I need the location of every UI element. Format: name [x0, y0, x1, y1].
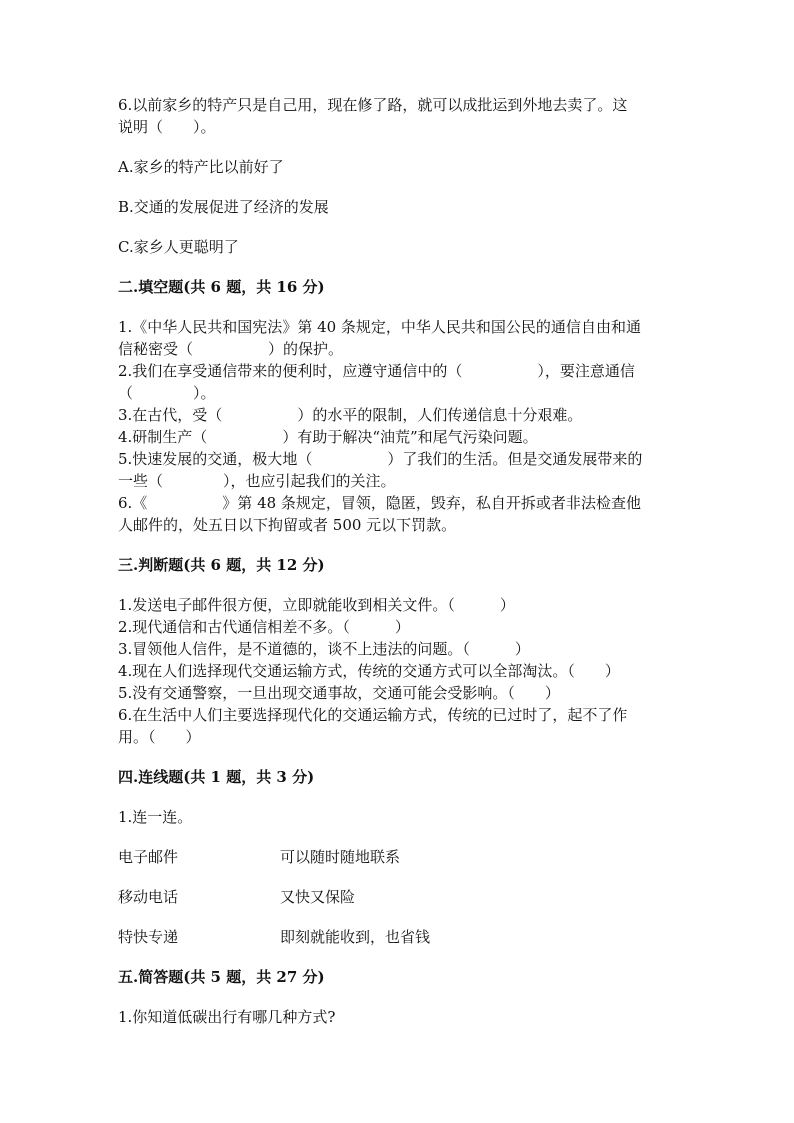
- fill-line: 6.《 》第 48 条规定，冒领，隐匿，毁弃，私自开拆或者非法检查他: [118, 494, 641, 512]
- judge-line: 用。（ ）: [118, 728, 201, 746]
- option-a: A.家乡的特产比以前好了: [118, 158, 284, 176]
- match-left-item: 特快专递: [118, 928, 179, 946]
- judge-line: 4.现在人们选择现代交通运输方式，传统的交通方式可以全部淘汰。（ ）: [118, 662, 620, 680]
- question-text-line: 6.以前家乡的特产只是自己用，现在修了路，就可以成批运到外地去卖了。这: [118, 96, 628, 114]
- match-right-item: 又快又保险: [280, 888, 356, 906]
- judge-line: 1.发送电子邮件很方便，立即就能收到相关文件。（ ）: [118, 596, 515, 614]
- match-left-item: 电子邮件: [118, 848, 179, 866]
- fill-line: 信秘密受（ ）的保护。: [118, 340, 344, 358]
- match-row: [118, 926, 678, 948]
- exam-content: [118, 94, 678, 1028]
- match-left-item: 移动电话: [118, 888, 179, 906]
- match-right-item: 可以随时随地联系: [280, 848, 401, 866]
- judge-line: 3.冒领他人信件，是不道德的，谈不上违法的问题。（ ）: [118, 640, 530, 658]
- fill-questions: [118, 316, 678, 536]
- fill-line: 4.研制生产（ ）有助于解决“油荒”和尾气污染问题。: [118, 428, 538, 446]
- match-question: 1.连一连。: [118, 808, 193, 826]
- match-row: [118, 846, 678, 868]
- fill-line: 5.快速发展的交通，极大地（ ）了我们的生活。但是交通发展带来的: [118, 450, 643, 468]
- fill-line: 3.在古代，受（ ）的水平的限制，人们传递信息十分艰难。: [118, 406, 583, 424]
- match-right-item: 即刻就能收到，也省钱: [280, 928, 431, 946]
- judge-line: 2.现代通信和古代通信相差不多。（ ）: [118, 618, 410, 636]
- question-text-line: 说明（ ）。: [118, 118, 216, 136]
- match-row: [118, 886, 678, 908]
- short-question: 1.你知道低碳出行有哪几种方式?: [118, 1008, 336, 1026]
- judge-questions: [118, 594, 678, 748]
- option-b: B.交通的发展促进了经济的发展: [118, 198, 329, 216]
- fill-line: 一些（ ），也应引起我们的关注。: [118, 472, 396, 490]
- option-c: C.家乡人更聪明了: [118, 238, 239, 256]
- section-title-fill: 二.填空题(共 6 题，共 16 分): [118, 278, 325, 296]
- section-title-short: 五.简答题(共 5 题，共 27 分): [118, 968, 325, 986]
- judge-line: 6.在生活中人们主要选择现代化的交通运输方式，传统的已过时了，起不了作: [118, 706, 628, 724]
- judge-line: 5.没有交通警察，一旦出现交通事故，交通可能会受影响。（ ）: [118, 684, 560, 702]
- fill-line: 1.《中华人民共和国宪法》第 40 条规定，中华人民共和国公民的通信自由和通: [118, 318, 641, 336]
- mcq-question-6: [118, 94, 678, 138]
- fill-line: 2.我们在享受通信带来的便利时，应遵守通信中的（ ），要注意通信: [118, 362, 635, 380]
- section-title-judge: 三.判断题(共 6 题，共 12 分): [118, 556, 325, 574]
- fill-line: 人邮件的，处五日以下拘留或者 500 元以下罚款。: [118, 516, 457, 534]
- section-title-match: 四.连线题(共 1 题，共 3 分): [118, 768, 315, 786]
- fill-line: （ ）。: [118, 384, 216, 402]
